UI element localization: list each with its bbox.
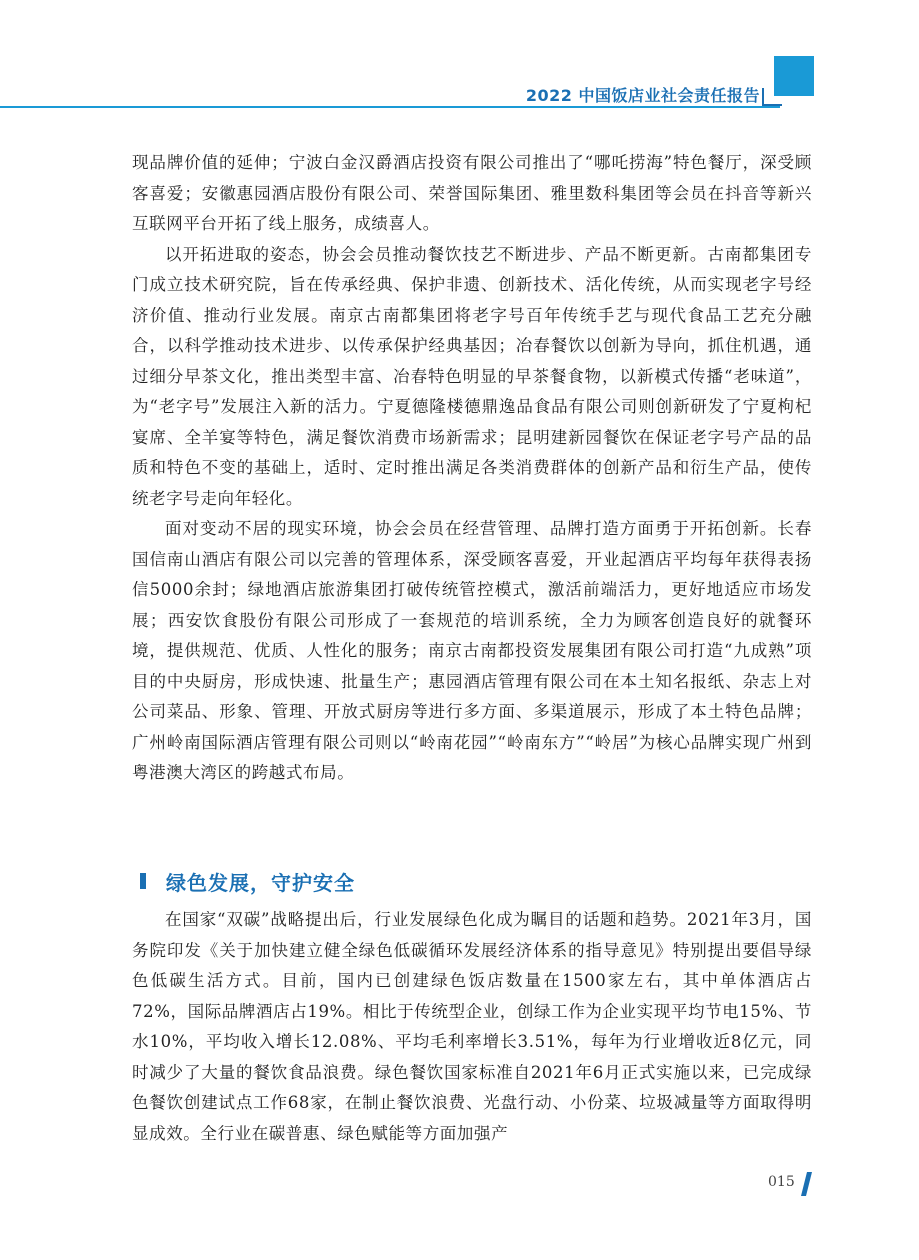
report-title: 2022 中国饭店业社会责任报告	[525, 86, 760, 105]
page-number: 015	[768, 1174, 795, 1190]
paragraph: 面对变动不居的现实环境，协会会员在经营管理、品牌打造方面勇于开拓创新。长春国信南山酒店有限公司以完善的管理体系，深受顾客喜爱，开业起酒店平均每年获得表扬信5000余封；绿地酒店旅游集团打破传统管控模式，激活前端活力，更好地适应市场发展；西安饮食股份有限公司形成了一套规范的培训系统，全力为顾客创造良好的就餐环境，提供规范、优质、人性化的服务；南京古南都投资发展集团有限公司打造“九成熟”项目的中央厨房，形成快速、批量生产；惠园酒店管理有限公司在本土知名报纸、杂志上对公司菜品、形象、管理、开放式厨房等进行多方面、多渠道展示，形成了本土特色品牌；广州岭南国际酒店管理有限公司则以“岭南花园”“岭南东方”“岭居”为核心品牌实现广州到粤港澳大湾区的跨越式布局。	[132, 519, 812, 782]
section-body	[132, 905, 812, 1149]
section-heading	[132, 864, 812, 898]
page-number-slash	[801, 1172, 812, 1196]
section-title: 绿色发展，守护安全	[166, 870, 355, 895]
header-divider	[0, 106, 780, 108]
paragraph-continued: 现品牌价值的延伸；宁波白金汉爵酒店投资有限公司推出了“哪吒捞海”特色餐厅，深受顾客喜爱；安徽惠园酒店股份有限公司、荣誉国际集团、雅里数科集团等会员在抖音等新兴互联网平台开拓了线上服务，成绩喜人。	[132, 153, 812, 233]
header-corner-bracket	[762, 88, 782, 106]
paragraph: 以开拓进取的姿态，协会会员推动餐饮技艺不断进步、产品不断更新。古南都集团专门成立技术研究院，旨在传承经典、保护非遗、创新技术、活化传统，从而实现老字号经济价值、推动行业发展。南京古南都集团将老字号百年传统手艺与现代食品工艺充分融合，以科学推动技术进步、以传承保护经典基因；冶春餐饮以创新为导向，抓住机遇，通过细分早茶文化，推出类型丰富、冶春特色明显的早茶餐食物，以新模式传播“老味道”，为“老字号”发展注入新的活力。宁夏德隆楼德鼎逸品食品有限公司则创新研发了宁夏枸杞宴席、全羊宴等特色，满足餐饮消费市场新需求；昆明建新园餐饮在保证老字号产品的品质和特色不变的基础上，适时、定时推出满足各类消费群体的创新产品和衍生产品，使传统老字号走向年轻化。	[132, 244, 812, 508]
body-text	[132, 148, 812, 789]
paragraph: 在国家“双碳”战略提出后，行业发展绿色化成为瞩目的话题和趋势。2021年3月，国务院印发《关于加快建立健全绿色低碳循环发展经济体系的指导意见》特别提出要倡导绿色低碳生活方式。目前，国内已创建绿色饭店数量在1500家左右，其中单体酒店占72%，国际品牌酒店占19%。相比于传统型企业，创绿工作为企业实现平均节电15%、节水10%，平均收入增长12.08%、平均毛利率增长3.51%，每年为行业增收近8亿元，同时减少了大量的餐饮食品浪费。绿色餐饮国家标准自2021年6月正式实施以来，已完成绿色餐饮创建试点工作68家，在制止餐饮浪费、光盘行动、小份菜、垃圾减量等方面取得明显成效。全行业在碳普惠、绿色赋能等方面加强产	[132, 910, 812, 1143]
section-marker	[140, 873, 146, 889]
